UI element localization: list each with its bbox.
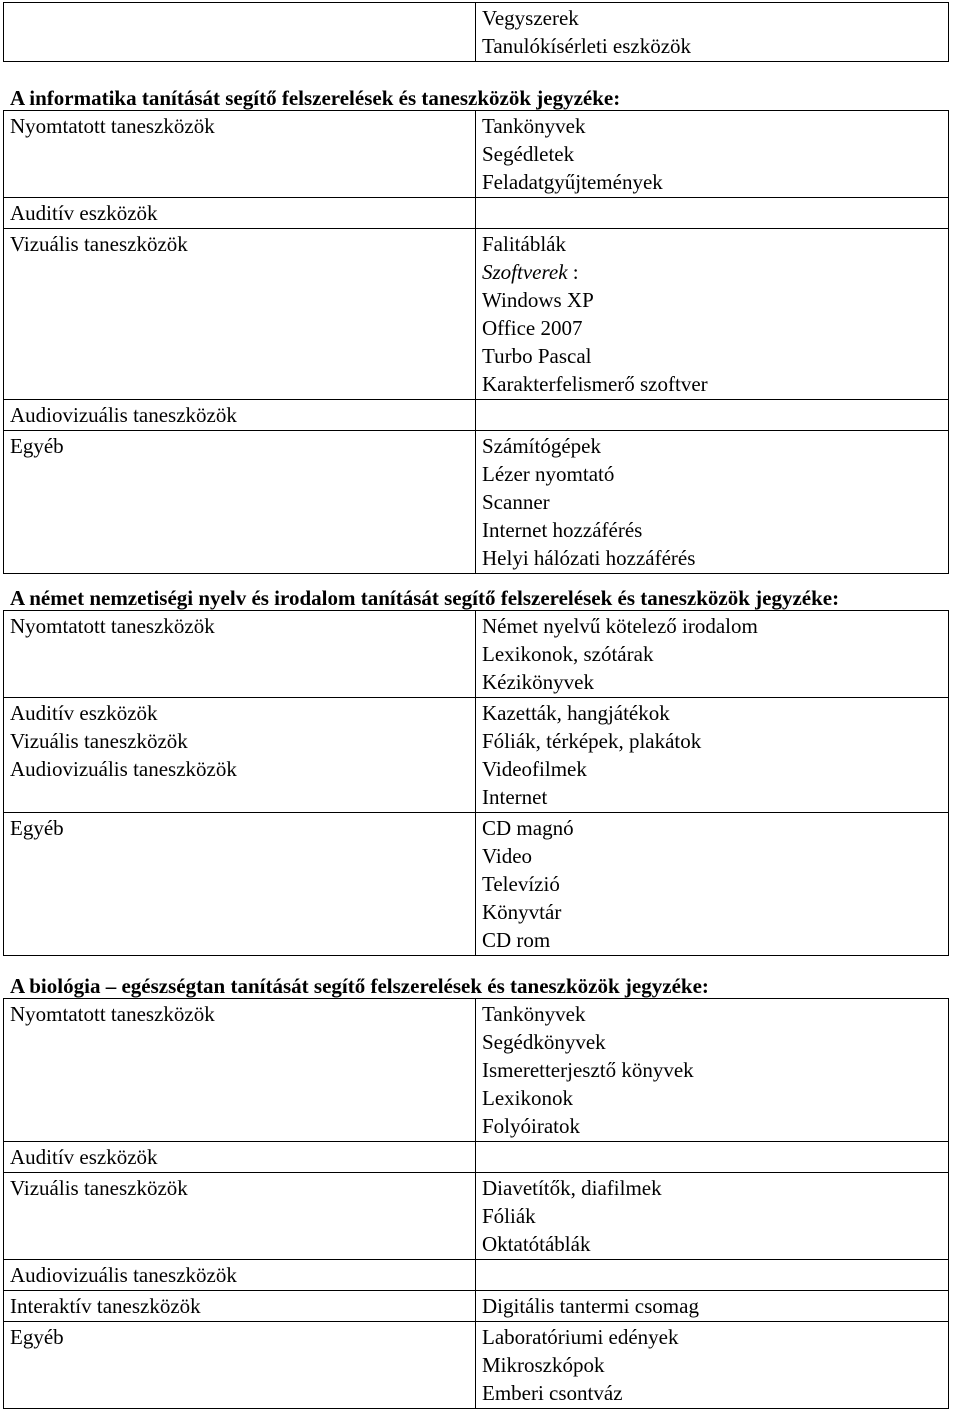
cell-right xyxy=(476,229,949,400)
item-text-line xyxy=(482,258,948,286)
item-text: Lexikonok, szótárak xyxy=(482,642,654,666)
item-text: Lexikonok xyxy=(482,1086,573,1110)
section-heading-biologia: A biológia – egészségtan tanítását segítő felszerelések és taneszközök jegyzéke: xyxy=(10,974,709,998)
cell-right xyxy=(476,813,949,956)
table-row xyxy=(4,431,949,574)
item-text: Internet xyxy=(482,785,548,809)
item-text: Lézer nyomtató xyxy=(482,462,615,486)
cell-left xyxy=(4,698,476,813)
cell-right xyxy=(476,400,949,431)
category-label: Egyéb xyxy=(10,1325,64,1349)
cell-left xyxy=(4,1291,476,1322)
category-label: Vizuális taneszközök xyxy=(10,729,188,753)
cell-right xyxy=(476,111,949,198)
category-label: Nyomtatott taneszközök xyxy=(10,114,215,138)
item-text: Diavetítők, diafilmek xyxy=(482,1176,662,1200)
category-label: Egyéb xyxy=(10,816,64,840)
table-row xyxy=(4,1291,949,1322)
cell-right xyxy=(476,698,949,813)
table-row xyxy=(4,1142,949,1173)
item-text: Vegyszerek xyxy=(482,6,579,30)
table-row xyxy=(4,611,949,698)
table-row xyxy=(4,999,949,1142)
item-text: Internet hozzáférés xyxy=(482,518,643,542)
item-text: Fóliák xyxy=(482,1204,536,1228)
table-row xyxy=(4,229,949,400)
item-text: Televízió xyxy=(482,872,560,896)
item-text: Tankönyvek xyxy=(482,114,586,138)
item-text: Digitális tantermi csomag xyxy=(482,1294,699,1318)
item-text: Falitáblák xyxy=(482,232,566,256)
table-row xyxy=(4,1173,949,1260)
section-heading-nemet: A német nemzetiségi nyelv és irodalom tanítását segítő felszerelések és taneszközök jegyzéke: xyxy=(10,586,840,610)
item-text: Kézikönyvek xyxy=(482,670,594,694)
category-label: Vizuális taneszközök xyxy=(10,232,188,256)
cell-right xyxy=(476,1260,949,1291)
cell-right xyxy=(476,611,949,698)
item-text: Segédkönyvek xyxy=(482,1030,606,1054)
item-text: Mikroszkópok xyxy=(482,1353,605,1377)
item-text: Feladatgyűjtemények xyxy=(482,170,663,194)
item-text: Office 2007 xyxy=(482,316,583,340)
cell-right xyxy=(476,431,949,574)
category-label: Audiovizuális taneszközök xyxy=(10,403,237,427)
category-label: Nyomtatott taneszközök xyxy=(10,614,215,638)
cell-left xyxy=(4,198,476,229)
table-row xyxy=(4,698,949,813)
table-nemet xyxy=(3,610,949,956)
cell-right xyxy=(476,3,949,62)
cell-left xyxy=(4,111,476,198)
cell-left xyxy=(4,431,476,574)
cell-right xyxy=(476,198,949,229)
table-row xyxy=(4,1322,949,1409)
item-text: Ismeretterjesztő könyvek xyxy=(482,1058,694,1082)
category-label: Vizuális taneszközök xyxy=(10,1176,188,1200)
table-row xyxy=(4,813,949,956)
cell-left xyxy=(4,813,476,956)
table-row xyxy=(4,1260,949,1291)
item-text: Video xyxy=(482,844,533,868)
item-text: Folyóiratok xyxy=(482,1114,580,1138)
item-text: Segédletek xyxy=(482,142,575,166)
cell-left xyxy=(4,999,476,1142)
table-row xyxy=(4,400,949,431)
table-informatika xyxy=(3,110,949,574)
table-top xyxy=(3,2,949,62)
cell-left xyxy=(4,400,476,431)
item-text: Helyi hálózati hozzáférés xyxy=(482,546,696,570)
cell-right xyxy=(476,1322,949,1409)
item-text: Oktatótáblák xyxy=(482,1232,591,1256)
cell-left xyxy=(4,1142,476,1173)
cell-left xyxy=(4,611,476,698)
cell-right xyxy=(476,999,949,1142)
table-biologia xyxy=(3,998,949,1409)
item-text: Német nyelvű kötelező irodalom xyxy=(482,614,758,638)
category-label: Audiovizuális taneszközök xyxy=(10,757,237,781)
category-label: Interaktív taneszközök xyxy=(10,1294,201,1318)
cell-right xyxy=(476,1173,949,1260)
category-label: Nyomtatott taneszközök xyxy=(10,1002,215,1026)
category-label: Audiovizuális taneszközök xyxy=(10,1263,237,1287)
item-text-suffix: : xyxy=(567,260,579,284)
item-text: Tanulókísérleti eszközök xyxy=(482,34,692,58)
item-text: Videofilmek xyxy=(482,757,587,781)
cell-left xyxy=(4,1173,476,1260)
item-text: Windows XP xyxy=(482,288,594,312)
item-text: Karakterfelismerő szoftver xyxy=(482,372,708,396)
category-label: Auditív eszközök xyxy=(10,201,158,225)
item-text: Scanner xyxy=(482,490,550,514)
item-text: CD magnó xyxy=(482,816,574,840)
item-text: Turbo Pascal xyxy=(482,344,592,368)
item-text: Tankönyvek xyxy=(482,1002,586,1026)
item-text: Emberi csontváz xyxy=(482,1381,623,1405)
category-label: Egyéb xyxy=(10,434,64,458)
cell-right xyxy=(476,1291,949,1322)
table-row xyxy=(4,3,949,62)
item-text: Laboratóriumi edények xyxy=(482,1325,679,1349)
table-row xyxy=(4,198,949,229)
section-heading-informatika: A informatika tanítását segítő felszerelések és taneszközök jegyzéke: xyxy=(10,86,621,110)
category-label: Auditív eszközök xyxy=(10,1145,158,1169)
item-text: CD rom xyxy=(482,928,551,952)
table-row xyxy=(4,111,949,198)
cell-right xyxy=(476,1142,949,1173)
cell-left xyxy=(4,1260,476,1291)
cell-left xyxy=(4,229,476,400)
item-text: Kazetták, hangjátékok xyxy=(482,701,670,725)
cell-left xyxy=(4,3,476,62)
item-text-italic: Szoftverek xyxy=(482,260,568,284)
item-text: Fóliák, térképek, plakátok xyxy=(482,729,702,753)
item-text: Könyvtár xyxy=(482,900,562,924)
category-label: Auditív eszközök xyxy=(10,701,158,725)
cell-left xyxy=(4,1322,476,1409)
item-text: Számítógépek xyxy=(482,434,601,458)
